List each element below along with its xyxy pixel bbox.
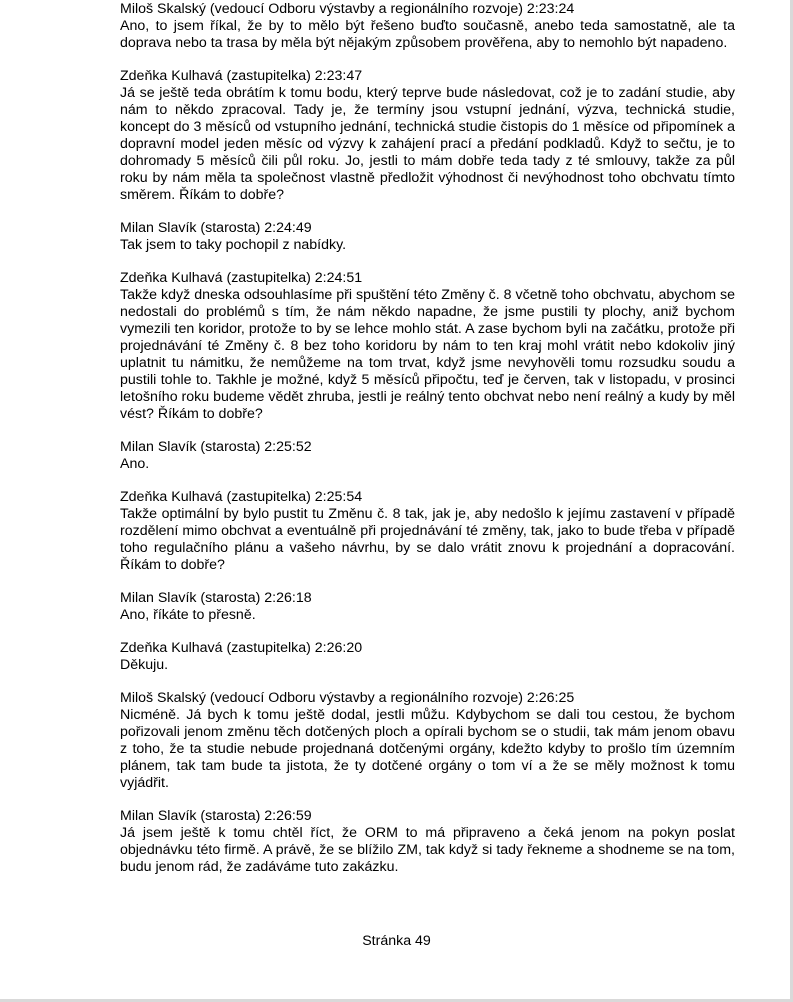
transcript-entry [120, 590, 735, 624]
transcript-entry [120, 690, 735, 792]
speech-text: Já se ještě teda obrátím k tomu bodu, který teprve bude následovat, což je to zadání studie, aby nám to někdo zpracoval. Tady je, že termíny jsou vstupní jednání, výzva, technická studie, koncept do 3 měsíců od vstupního jednání, technická studie čistopis do 1 měsíce od připomínek a dopravní model jeden měsíc od výzvy k zahájení prací a předání podkladů. Když to sečtu, je to dohromady 5 měsíců čili půl roku. Jo, jestli to mám dobře teda tady z té smlouvy, takže za půl roku by nám měla ta společnost vlastně předložit výhodnost či nevýhodnost toho obchvatu tímto směrem. Říkám to dobře? [120, 85, 735, 203]
speaker-line: Milan Slavík (starosta) 2:24:49 [120, 220, 312, 236]
transcript-entry [120, 220, 735, 254]
speaker-line: Zdeňka Kulhavá (zastupitelka) 2:25:54 [120, 489, 363, 505]
speaker-line: Zdeňka Kulhavá (zastupitelka) 2:24:51 [120, 270, 363, 286]
speech-text: Takže když dneska odsouhlasíme při spuštění této Změny č. 8 včetně toho obchvatu, abychom se nedostali do problémů s tím, že nám někdo napadne, že jsme pustili ty plochy, aniž bychom vymezili ten koridor, protože to by se lehce mohlo stát. A zase bychom byli na začátku, protože při projednávání té Změny č. 8 bez toho koridoru by nám to ten kraj mohl vrátit nebo kdokoliv jiný uplatnit tu námitku, že nemůžeme na tom trvat, když jsme nevyhověli tomu rozsudku soudu a pustili tohle to. Takhle je možné, když 5 měsíců připočtu, teď je červen, tak v listopadu, v prosinci letošního roku budeme vědět zhruba, jestli je reálný tento obchvat nebo není reálný a kudy by měl vést? Říkám to dobře? [120, 287, 735, 422]
transcript-entry [120, 640, 735, 674]
speech-text: Děkuju. [120, 657, 169, 673]
speech-text: Já jsem ještě k tomu chtěl říct, že ORM to má připraveno a čeká jenom na pokyn poslat objednávku této firmě. A právě, že se blížilo ZM, tak když si tady řekneme a shodneme se na tom, budu jenom rád, že zadáváme tuto zakázku. [120, 825, 735, 875]
speech-text: Tak jsem to taky pochopil z nabídky. [120, 237, 347, 253]
transcript-entry [120, 270, 735, 423]
transcript-entry [120, 68, 735, 204]
transcript-body [120, 1, 735, 892]
speaker-line: Milan Slavík (starosta) 2:25:52 [120, 439, 312, 455]
speaker-line: Miloš Skalský (vedoucí Odboru výstavby a regionálního rozvoje) 2:26:25 [120, 690, 575, 706]
transcript-entry [120, 1, 735, 52]
page-number: Stránka 49 [362, 933, 431, 949]
speech-text: Takže optimální by bylo pustit tu Změnu č. 8 tak, jak je, aby nedošlo k jejímu zastavení v případě rozdělení mimo obchvat a eventuálně při projednávání té změny, tak, jako to bude třeba v případě toho regulačního plánu a vašeho návrhu, by se dalo vrátit znovu k projednání a dopracování. Říkám to dobře? [120, 506, 735, 573]
transcript-entry [120, 439, 735, 473]
speaker-line: Miloš Skalský (vedoucí Odboru výstavby a regionálního rozvoje) 2:23:24 [120, 1, 575, 17]
speech-text: Ano, říkáte to přesně. [120, 607, 256, 623]
speech-text: Ano. [120, 456, 150, 472]
speaker-line: Zdeňka Kulhavá (zastupitelka) 2:26:20 [120, 640, 363, 656]
speaker-line: Milan Slavík (starosta) 2:26:18 [120, 590, 312, 606]
speaker-line: Zdeňka Kulhavá (zastupitelka) 2:23:47 [120, 68, 363, 84]
transcript-entry [120, 808, 735, 876]
speech-text: Nicméně. Já bych k tomu ještě dodal, jestli můžu. Kdybychom se dali tou cestou, že bychom pořizovali jenom změnu těch dotčených ploch a opírali bychom se o studii, tak mám jenom obavu z toho, že ta studie nebude projednaná dotčenými orgány, kdežto kdyby to prošlo tím územním plánem, tak tam bude ta jistota, že ty dotčené orgány o tom ví a že se měly možnost k tomu vyjádřit. [120, 707, 735, 791]
speaker-line: Milan Slavík (starosta) 2:26:59 [120, 808, 312, 824]
transcript-entry [120, 489, 735, 574]
speech-text: Ano, to jsem říkal, že by to mělo být řešeno buďto současně, anebo teda samostatně, ale ta doprava nebo ta trasa by měla být nějakým způsobem prověřena, aby to nemohlo být napadeno. [120, 18, 735, 51]
